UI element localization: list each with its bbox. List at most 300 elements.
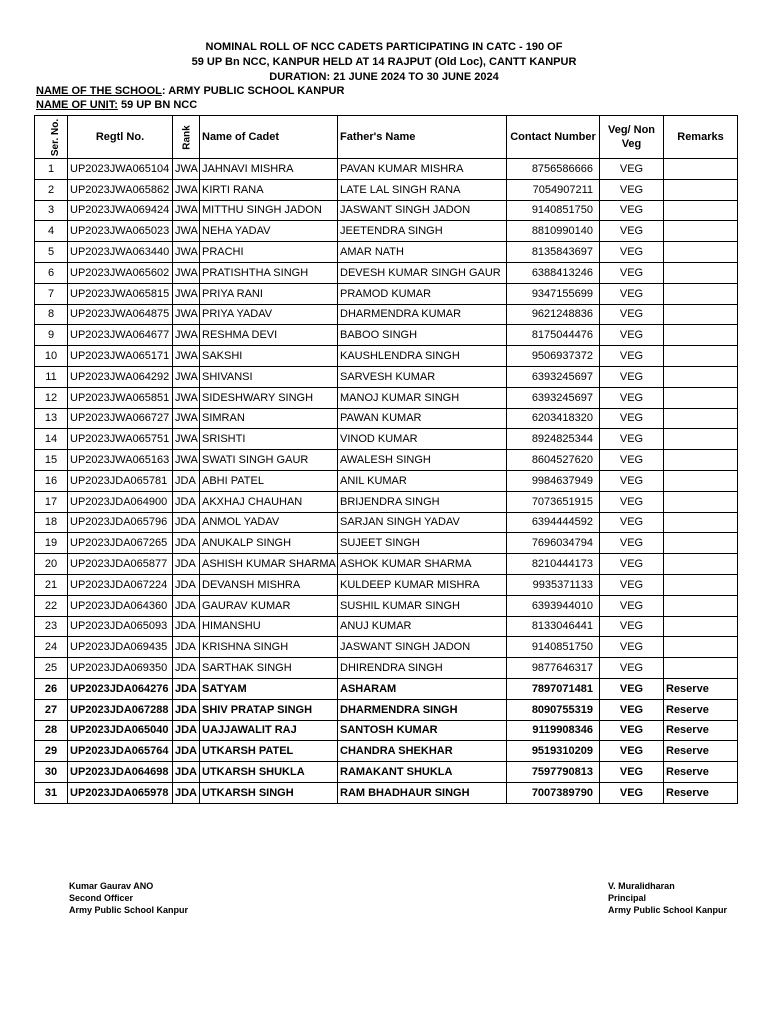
cell-father: LATE LAL SINGH RANA: [338, 179, 507, 200]
cell-ser: 13: [35, 408, 68, 429]
table-row: [35, 429, 738, 450]
cell-ser: 3: [35, 200, 68, 221]
cell-contact: 7007389790: [507, 782, 600, 803]
cell-name: UTKARSH PATEL: [200, 741, 338, 762]
title-line-1: NOMINAL ROLL OF NCC CADETS PARTICIPATING IN CATC - 190 OF: [205, 41, 563, 53]
cell-contact: 9984637949: [507, 470, 600, 491]
cell-rank: JDA: [173, 741, 200, 762]
table-row: [35, 616, 738, 637]
cell-contact: 6393245697: [507, 387, 600, 408]
cell-name: KIRTI RANA: [200, 179, 338, 200]
cell-veg: VEG: [600, 699, 664, 720]
cell-ser: 8: [35, 304, 68, 325]
cell-veg: VEG: [600, 429, 664, 450]
cell-name: SIMRAN: [200, 408, 338, 429]
cell-contact: 7597790813: [507, 762, 600, 783]
cell-ser: 18: [35, 512, 68, 533]
cell-ser: 19: [35, 533, 68, 554]
cell-veg: VEG: [600, 470, 664, 491]
unit-name-line: [36, 98, 197, 112]
table-row: [35, 574, 738, 595]
cell-regtl: UP2023JDA064276: [68, 678, 173, 699]
cell-name: SHIVANSI: [200, 366, 338, 387]
cell-regtl: UP2023JDA065796: [68, 512, 173, 533]
cell-rank: JDA: [173, 554, 200, 575]
cell-remarks: [664, 179, 738, 200]
table-row: [35, 387, 738, 408]
cell-father: SUJEET SINGH: [338, 533, 507, 554]
cell-name: SATYAM: [200, 678, 338, 699]
cell-ser: 22: [35, 595, 68, 616]
cell-remarks: [664, 616, 738, 637]
cell-father: MANOJ KUMAR SINGH: [338, 387, 507, 408]
table-row: [35, 533, 738, 554]
cell-regtl: UP2023JDA067288: [68, 699, 173, 720]
cell-regtl: UP2023JDA069435: [68, 637, 173, 658]
table-row: [35, 491, 738, 512]
cell-remarks: [664, 450, 738, 471]
cell-remarks: [664, 262, 738, 283]
table-row: [35, 741, 738, 762]
table-row: [35, 637, 738, 658]
cell-regtl: UP2023JWA064677: [68, 325, 173, 346]
cell-ser: 30: [35, 762, 68, 783]
cell-name: PRACHI: [200, 242, 338, 263]
cell-name: SAKSHI: [200, 346, 338, 367]
cell-regtl: UP2023JDA065781: [68, 470, 173, 491]
cell-rank: JDA: [173, 699, 200, 720]
cell-ser: 16: [35, 470, 68, 491]
cell-name: GAURAV KUMAR: [200, 595, 338, 616]
cell-remarks: [664, 533, 738, 554]
right-signature-block: [608, 880, 727, 916]
cell-remarks: [664, 283, 738, 304]
cell-regtl: UP2023JDA065040: [68, 720, 173, 741]
cell-name: SHIV PRATAP SINGH: [200, 699, 338, 720]
table-row: [35, 262, 738, 283]
col-header-veg: Veg/ Non Veg: [600, 116, 664, 159]
cell-veg: VEG: [600, 720, 664, 741]
cell-name: MITTHU SINGH JADON: [200, 200, 338, 221]
cell-rank: JDA: [173, 616, 200, 637]
cell-contact: 6394444592: [507, 512, 600, 533]
table-row: [35, 450, 738, 471]
cell-rank: JDA: [173, 762, 200, 783]
cell-name: ABHI PATEL: [200, 470, 338, 491]
cell-rank: JDA: [173, 658, 200, 679]
cell-veg: VEG: [600, 242, 664, 263]
cell-remarks: [664, 304, 738, 325]
cell-father: RAM BHADHAUR SINGH: [338, 782, 507, 803]
cell-regtl: UP2023JWA064875: [68, 304, 173, 325]
col-header-ser: Ser. No.: [35, 116, 68, 159]
cell-name: DEVANSH MISHRA: [200, 574, 338, 595]
cell-ser: 7: [35, 283, 68, 304]
cell-regtl: UP2023JDA069350: [68, 658, 173, 679]
cell-regtl: UP2023JDA064900: [68, 491, 173, 512]
cell-rank: JWA: [173, 242, 200, 263]
cell-rank: JDA: [173, 637, 200, 658]
cell-rank: JWA: [173, 366, 200, 387]
cell-name: PRATISHTHA SINGH: [200, 262, 338, 283]
cell-contact: 8135843697: [507, 242, 600, 263]
cell-contact: 7696034794: [507, 533, 600, 554]
cell-ser: 9: [35, 325, 68, 346]
cell-remarks: [664, 658, 738, 679]
cell-name: ASHISH KUMAR SHARMA: [200, 554, 338, 575]
table-row: [35, 554, 738, 575]
cell-father: PAVAN KUMAR MISHRA: [338, 159, 507, 180]
cell-rank: JDA: [173, 491, 200, 512]
cell-rank: JWA: [173, 387, 200, 408]
cell-father: SUSHIL KUMAR SINGH: [338, 595, 507, 616]
cell-rank: JDA: [173, 720, 200, 741]
cell-regtl: UP2023JDA064360: [68, 595, 173, 616]
cell-remarks: [664, 512, 738, 533]
cell-veg: VEG: [600, 200, 664, 221]
cell-remarks: [664, 242, 738, 263]
cell-ser: 14: [35, 429, 68, 450]
cell-ser: 29: [35, 741, 68, 762]
cell-rank: JWA: [173, 429, 200, 450]
cell-remarks: [664, 366, 738, 387]
cell-contact: 8604527620: [507, 450, 600, 471]
cell-rank: JDA: [173, 533, 200, 554]
cell-name: PRIYA RANI: [200, 283, 338, 304]
cell-rank: JDA: [173, 595, 200, 616]
cell-remarks: Reserve: [664, 720, 738, 741]
cell-name: SWATI SINGH GAUR: [200, 450, 338, 471]
cell-name: NEHA YADAV: [200, 221, 338, 242]
left-signatory-name: Kumar Gaurav ANO: [69, 881, 154, 891]
cell-father: BABOO SINGH: [338, 325, 507, 346]
cell-contact: 8175044476: [507, 325, 600, 346]
cell-remarks: [664, 408, 738, 429]
cell-name: UTKARSH SINGH: [200, 782, 338, 803]
cell-rank: JDA: [173, 470, 200, 491]
cell-veg: VEG: [600, 346, 664, 367]
cell-contact: 7897071481: [507, 678, 600, 699]
cell-ser: 24: [35, 637, 68, 658]
unit-label: NAME OF UNIT:: [36, 99, 118, 111]
table-row: [35, 159, 738, 180]
cell-veg: VEG: [600, 574, 664, 595]
cell-remarks: Reserve: [664, 741, 738, 762]
cell-regtl: UP2023JWA065171: [68, 346, 173, 367]
cell-contact: 8810990140: [507, 221, 600, 242]
left-signatory-title: Second Officer: [69, 893, 134, 903]
table-row: [35, 366, 738, 387]
left-signature-block: [69, 880, 188, 916]
col-header-father: Father's Name: [338, 116, 507, 159]
cell-contact: 6393245697: [507, 366, 600, 387]
cell-name: PRIYA YADAV: [200, 304, 338, 325]
cell-veg: VEG: [600, 304, 664, 325]
cell-name: RESHMA DEVI: [200, 325, 338, 346]
cell-ser: 10: [35, 346, 68, 367]
cell-regtl: UP2023JWA064292: [68, 366, 173, 387]
cell-remarks: [664, 491, 738, 512]
cell-contact: 8090755319: [507, 699, 600, 720]
cell-contact: 9621248836: [507, 304, 600, 325]
cell-contact: 8133046441: [507, 616, 600, 637]
table-row: [35, 658, 738, 679]
cell-rank: JDA: [173, 678, 200, 699]
cell-remarks: Reserve: [664, 678, 738, 699]
cell-ser: 28: [35, 720, 68, 741]
cell-name: AKXHAJ CHAUHAN: [200, 491, 338, 512]
table-row: [35, 720, 738, 741]
table-row: [35, 304, 738, 325]
cell-contact: 9877646317: [507, 658, 600, 679]
cell-father: DHIRENDRA SINGH: [338, 658, 507, 679]
cell-veg: VEG: [600, 678, 664, 699]
cell-rank: JWA: [173, 408, 200, 429]
cell-rank: JWA: [173, 221, 200, 242]
col-header-contact: Contact Number: [507, 116, 600, 159]
cell-name: ANUKALP SINGH: [200, 533, 338, 554]
cell-ser: 5: [35, 242, 68, 263]
cell-veg: VEG: [600, 533, 664, 554]
cell-remarks: [664, 346, 738, 367]
table-row: [35, 242, 738, 263]
table-row: [35, 762, 738, 783]
cell-veg: VEG: [600, 741, 664, 762]
cell-remarks: [664, 221, 738, 242]
cell-ser: 12: [35, 387, 68, 408]
cell-veg: VEG: [600, 387, 664, 408]
cell-contact: 9506937372: [507, 346, 600, 367]
right-signatory-title: Principal: [608, 893, 647, 903]
cell-father: AMAR NATH: [338, 242, 507, 263]
cell-remarks: [664, 574, 738, 595]
cell-father: ANUJ KUMAR: [338, 616, 507, 637]
cell-father: KULDEEP KUMAR MISHRA: [338, 574, 507, 595]
cell-name: SIDESHWARY SINGH: [200, 387, 338, 408]
table-row: [35, 200, 738, 221]
cell-ser: 17: [35, 491, 68, 512]
cell-father: JEETENDRA SINGH: [338, 221, 507, 242]
cell-father: PRAMOD KUMAR: [338, 283, 507, 304]
table-row: [35, 512, 738, 533]
cell-rank: JDA: [173, 574, 200, 595]
title-line-2: 59 UP Bn NCC, KANPUR HELD AT 14 RAJPUT (Old Loc), CANTT KANPUR: [191, 56, 577, 68]
cell-contact: 9140851750: [507, 200, 600, 221]
cell-contact: 6203418320: [507, 408, 600, 429]
cell-father: VINOD KUMAR: [338, 429, 507, 450]
cell-father: SARVESH KUMAR: [338, 366, 507, 387]
cell-veg: VEG: [600, 554, 664, 575]
col-header-regtl: Regtl No.: [68, 116, 173, 159]
cell-regtl: UP2023JDA067265: [68, 533, 173, 554]
cell-regtl: UP2023JWA069424: [68, 200, 173, 221]
table-row: [35, 179, 738, 200]
cell-remarks: [664, 325, 738, 346]
cell-name: KRISHNA SINGH: [200, 637, 338, 658]
cell-contact: 8924825344: [507, 429, 600, 450]
cell-name: ANMOL YADAV: [200, 512, 338, 533]
cell-rank: JDA: [173, 782, 200, 803]
cell-ser: 6: [35, 262, 68, 283]
cell-remarks: [664, 429, 738, 450]
cell-ser: 11: [35, 366, 68, 387]
cell-contact: 6393944010: [507, 595, 600, 616]
cell-ser: 4: [35, 221, 68, 242]
cell-ser: 20: [35, 554, 68, 575]
cell-rank: JDA: [173, 512, 200, 533]
cell-veg: VEG: [600, 762, 664, 783]
col-header-name: Name of Cadet: [200, 116, 338, 159]
cell-veg: VEG: [600, 658, 664, 679]
cell-veg: VEG: [600, 637, 664, 658]
cell-veg: VEG: [600, 366, 664, 387]
table-row: [35, 408, 738, 429]
cell-veg: VEG: [600, 491, 664, 512]
cell-contact: 9140851750: [507, 637, 600, 658]
cell-father: KAUSHLENDRA SINGH: [338, 346, 507, 367]
cadet-roll-table: [34, 115, 738, 804]
cell-regtl: UP2023JDA067224: [68, 574, 173, 595]
cell-father: ASHOK KUMAR SHARMA: [338, 554, 507, 575]
cell-regtl: UP2023JWA065851: [68, 387, 173, 408]
cell-remarks: [664, 637, 738, 658]
table-row: [35, 782, 738, 803]
cell-regtl: UP2023JDA065093: [68, 616, 173, 637]
right-signatory-org: Army Public School Kanpur: [608, 905, 728, 915]
cell-regtl: UP2023JWA065163: [68, 450, 173, 471]
cell-regtl: UP2023JWA063440: [68, 242, 173, 263]
cell-contact: 9935371133: [507, 574, 600, 595]
cell-regtl: UP2023JWA065602: [68, 262, 173, 283]
table-row: [35, 678, 738, 699]
cell-name: SRISHTI: [200, 429, 338, 450]
cell-father: RAMAKANT SHUKLA: [338, 762, 507, 783]
col-header-remarks: Remarks: [664, 116, 738, 159]
cell-name: UAJJAWALIT RAJ: [200, 720, 338, 741]
unit-value: 59 UP BN NCC: [117, 99, 198, 111]
cell-remarks: Reserve: [664, 699, 738, 720]
table-row: [35, 325, 738, 346]
cell-veg: VEG: [600, 512, 664, 533]
cell-rank: JWA: [173, 200, 200, 221]
cell-rank: JWA: [173, 304, 200, 325]
cell-veg: VEG: [600, 283, 664, 304]
cell-contact: 9119908346: [507, 720, 600, 741]
cell-veg: VEG: [600, 221, 664, 242]
cell-regtl: UP2023JWA065104: [68, 159, 173, 180]
cell-ser: 23: [35, 616, 68, 637]
table-row: [35, 283, 738, 304]
cell-contact: 9347155699: [507, 283, 600, 304]
cell-rank: JWA: [173, 179, 200, 200]
cell-remarks: [664, 159, 738, 180]
cell-contact: 9519310209: [507, 741, 600, 762]
cell-father: JASWANT SINGH JADON: [338, 200, 507, 221]
cell-ser: 26: [35, 678, 68, 699]
table-row: [35, 595, 738, 616]
table-row: [35, 346, 738, 367]
title-line-3: DURATION: 21 JUNE 2024 TO 30 JUNE 2024: [269, 71, 499, 83]
cell-father: PAWAN KUMAR: [338, 408, 507, 429]
cell-ser: 27: [35, 699, 68, 720]
cell-name: HIMANSHU: [200, 616, 338, 637]
cell-remarks: Reserve: [664, 762, 738, 783]
cell-veg: VEG: [600, 450, 664, 471]
cell-contact: 8756586666: [507, 159, 600, 180]
cell-name: JAHNAVI MISHRA: [200, 159, 338, 180]
cell-remarks: [664, 595, 738, 616]
cell-ser: 15: [35, 450, 68, 471]
cell-remarks: [664, 470, 738, 491]
cell-father: SANTOSH KUMAR: [338, 720, 507, 741]
table-row: [35, 221, 738, 242]
cell-rank: JWA: [173, 159, 200, 180]
cell-regtl: UP2023JDA065877: [68, 554, 173, 575]
cell-regtl: UP2023JDA065978: [68, 782, 173, 803]
cell-father: CHANDRA SHEKHAR: [338, 741, 507, 762]
cell-rank: JWA: [173, 450, 200, 471]
cell-ser: 2: [35, 179, 68, 200]
cell-veg: VEG: [600, 325, 664, 346]
cell-father: DHARMENDRA KUMAR: [338, 304, 507, 325]
cell-father: DHARMENDRA SINGH: [338, 699, 507, 720]
cell-father: ANIL KUMAR: [338, 470, 507, 491]
cell-regtl: UP2023JWA066727: [68, 408, 173, 429]
cell-father: AWALESH SINGH: [338, 450, 507, 471]
cell-remarks: [664, 387, 738, 408]
cell-regtl: UP2023JWA065815: [68, 283, 173, 304]
cell-regtl: UP2023JDA065764: [68, 741, 173, 762]
cell-regtl: UP2023JWA065751: [68, 429, 173, 450]
table-header-row: [35, 116, 738, 159]
cell-veg: VEG: [600, 616, 664, 637]
cell-rank: JWA: [173, 283, 200, 304]
cell-father: JASWANT SINGH JADON: [338, 637, 507, 658]
cell-veg: VEG: [600, 262, 664, 283]
table-row: [35, 699, 738, 720]
cell-remarks: [664, 200, 738, 221]
cell-contact: 7054907211: [507, 179, 600, 200]
cell-rank: JWA: [173, 262, 200, 283]
cell-father: DEVESH KUMAR SINGH GAUR: [338, 262, 507, 283]
cell-contact: 7073651915: [507, 491, 600, 512]
cell-ser: 1: [35, 159, 68, 180]
cell-veg: VEG: [600, 159, 664, 180]
cell-father: BRIJENDRA SINGH: [338, 491, 507, 512]
col-header-rank: Rank: [173, 116, 200, 159]
cell-veg: VEG: [600, 782, 664, 803]
left-signatory-org: Army Public School Kanpur: [69, 905, 189, 915]
school-value: : ARMY PUBLIC SCHOOL KANPUR: [161, 85, 345, 97]
cell-ser: 25: [35, 658, 68, 679]
cell-contact: 6388413246: [507, 262, 600, 283]
cell-ser: 31: [35, 782, 68, 803]
school-label: NAME OF THE SCHOOL: [36, 85, 162, 97]
cell-regtl: UP2023JWA065023: [68, 221, 173, 242]
cell-veg: VEG: [600, 179, 664, 200]
right-signatory-name: V. Muralidharan: [608, 881, 675, 891]
cell-contact: 8210444173: [507, 554, 600, 575]
cell-father: ASHARAM: [338, 678, 507, 699]
cell-remarks: [664, 554, 738, 575]
cell-regtl: UP2023JDA064698: [68, 762, 173, 783]
cell-veg: VEG: [600, 408, 664, 429]
cell-ser: 21: [35, 574, 68, 595]
table-row: [35, 470, 738, 491]
cell-regtl: UP2023JWA065862: [68, 179, 173, 200]
cell-rank: JWA: [173, 325, 200, 346]
cell-veg: VEG: [600, 595, 664, 616]
